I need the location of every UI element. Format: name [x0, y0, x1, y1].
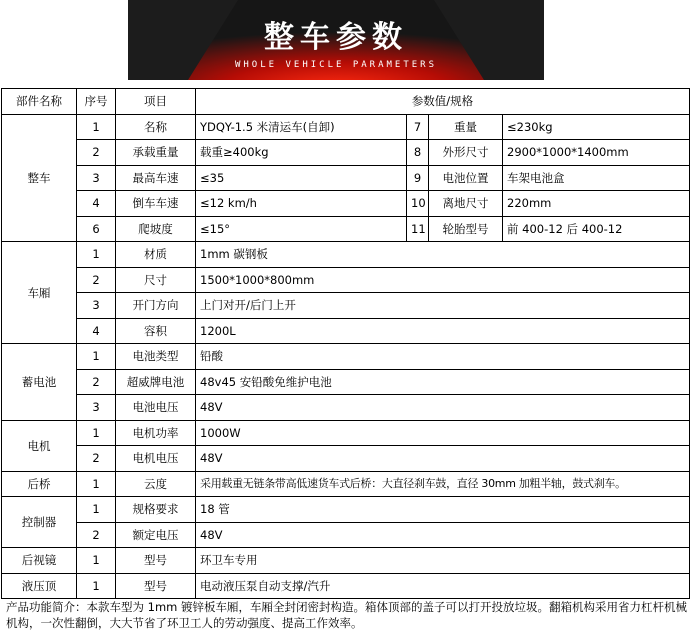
row-item: 尺寸	[116, 267, 196, 293]
row-item2: 电池位置	[429, 165, 503, 191]
row-no: 3	[77, 165, 116, 191]
table-row	[2, 267, 690, 293]
row-item2: 轮胎型号	[429, 216, 503, 242]
row-value: 1200L	[196, 318, 690, 344]
row-item: 爬坡度	[116, 216, 196, 242]
row-item: 电池电压	[116, 395, 196, 421]
row-value: 48V	[196, 446, 690, 472]
row-item: 最高车速	[116, 165, 196, 191]
table-row	[2, 242, 690, 268]
row-item: 材质	[116, 242, 196, 268]
row-no: 1	[77, 114, 116, 140]
group-vehicle: 整车	[2, 114, 77, 242]
row-value: YDQY-1.5 米清运车(自卸)	[196, 114, 407, 140]
row-value: 48v45 安铅酸免维护电池	[196, 369, 690, 395]
row-value: 48V	[196, 522, 690, 548]
row-no2: 8	[407, 140, 429, 166]
group-controller: 控制器	[2, 497, 77, 548]
row-no2: 9	[407, 165, 429, 191]
row-value2: 前 400-12 后 400-12	[503, 216, 690, 242]
group-mirror: 后视镜	[2, 548, 77, 574]
row-no: 1	[77, 471, 116, 497]
row-no2: 7	[407, 114, 429, 140]
product-description: 产品功能简介：本款车型为 1mm 镀锌板车厢，车厢全封闭密封构造。箱体顶部的盖子可以打开投放垃圾。翻箱机构采用省力杠杆机械机构，一次性翻倒，大大节省了环卫工人的劳动强度、提高工作效率。	[6, 600, 688, 630]
row-value: 18 管	[196, 497, 690, 523]
table-row	[2, 140, 690, 166]
row-no: 1	[77, 497, 116, 523]
row-item2: 外形尺寸	[429, 140, 503, 166]
row-no: 1	[77, 573, 116, 599]
row-value: 1500*1000*800mm	[196, 267, 690, 293]
row-item: 承载重量	[116, 140, 196, 166]
group-rear-axle: 后桥	[2, 471, 77, 497]
row-value: 上门对开/后门上开	[196, 293, 690, 319]
row-item: 开门方向	[116, 293, 196, 319]
row-value: 电动液压泵自动支撑/汽升	[196, 573, 690, 599]
header-no: 序号	[77, 89, 116, 115]
row-item: 倒车车速	[116, 191, 196, 217]
table-row	[2, 191, 690, 217]
row-item: 容积	[116, 318, 196, 344]
table-header-row	[2, 89, 690, 115]
table-row	[2, 395, 690, 421]
row-value: ≤12 km/h	[196, 191, 407, 217]
row-item: 电机功率	[116, 420, 196, 446]
banner-title: 整车参数	[264, 20, 408, 55]
table-row	[2, 165, 690, 191]
row-value2: ≤230kg	[503, 114, 690, 140]
group-hydraulic: 液压顶	[2, 573, 77, 599]
row-item: 型号	[116, 573, 196, 599]
row-value: 载重≥400kg	[196, 140, 407, 166]
header-value: 参数值/规格	[196, 89, 690, 115]
row-item: 型号	[116, 548, 196, 574]
banner-subtitle: WHOLE VEHICLE PARAMETERS	[234, 60, 438, 70]
row-no: 2	[77, 369, 116, 395]
row-no: 2	[77, 267, 116, 293]
row-value: 环卫车专用	[196, 548, 690, 574]
table-row	[2, 497, 690, 523]
table-row	[2, 548, 690, 574]
header-part: 部件名称	[2, 89, 77, 115]
table-row	[2, 293, 690, 319]
row-no: 4	[77, 191, 116, 217]
row-no: 1	[77, 344, 116, 370]
table-row	[2, 369, 690, 395]
row-no: 3	[77, 293, 116, 319]
spec-table	[1, 88, 690, 599]
group-battery: 蓄电池	[2, 344, 77, 421]
group-body: 车厢	[2, 242, 77, 344]
row-no2: 10	[407, 191, 429, 217]
row-value2: 车架电池盒	[503, 165, 690, 191]
row-no: 2	[77, 140, 116, 166]
row-no: 1	[77, 548, 116, 574]
banner	[128, 0, 544, 80]
group-motor: 电机	[2, 420, 77, 471]
row-value: ≤15°	[196, 216, 407, 242]
table-row	[2, 573, 690, 599]
row-value: 铅酸	[196, 344, 690, 370]
table-row	[2, 216, 690, 242]
row-value: 采用载重无链条带高低速货车式后桥：大直径刹车鼓，直径 30mm 加粗半轴，鼓式刹车。	[196, 471, 690, 497]
table-row	[2, 114, 690, 140]
row-value: ≤35	[196, 165, 407, 191]
table-row	[2, 420, 690, 446]
row-item: 规格要求	[116, 497, 196, 523]
table-row	[2, 446, 690, 472]
row-value: 1mm 碳钢板	[196, 242, 690, 268]
row-no2: 11	[407, 216, 429, 242]
row-value2: 220mm	[503, 191, 690, 217]
row-no: 4	[77, 318, 116, 344]
row-item: 电机电压	[116, 446, 196, 472]
row-item2: 重量	[429, 114, 503, 140]
row-item: 超威牌电池	[116, 369, 196, 395]
row-value: 48V	[196, 395, 690, 421]
row-item: 电池类型	[116, 344, 196, 370]
table-row	[2, 522, 690, 548]
row-no: 1	[77, 242, 116, 268]
header-item: 项目	[116, 89, 196, 115]
row-no: 6	[77, 216, 116, 242]
table-row	[2, 471, 690, 497]
table-row	[2, 318, 690, 344]
row-value: 1000W	[196, 420, 690, 446]
row-item: 名称	[116, 114, 196, 140]
row-item: 额定电压	[116, 522, 196, 548]
row-no: 2	[77, 522, 116, 548]
row-value2: 2900*1000*1400mm	[503, 140, 690, 166]
row-no: 1	[77, 420, 116, 446]
row-no: 2	[77, 446, 116, 472]
table-row	[2, 344, 690, 370]
row-item2: 离地尺寸	[429, 191, 503, 217]
row-item: 云度	[116, 471, 196, 497]
row-no: 3	[77, 395, 116, 421]
